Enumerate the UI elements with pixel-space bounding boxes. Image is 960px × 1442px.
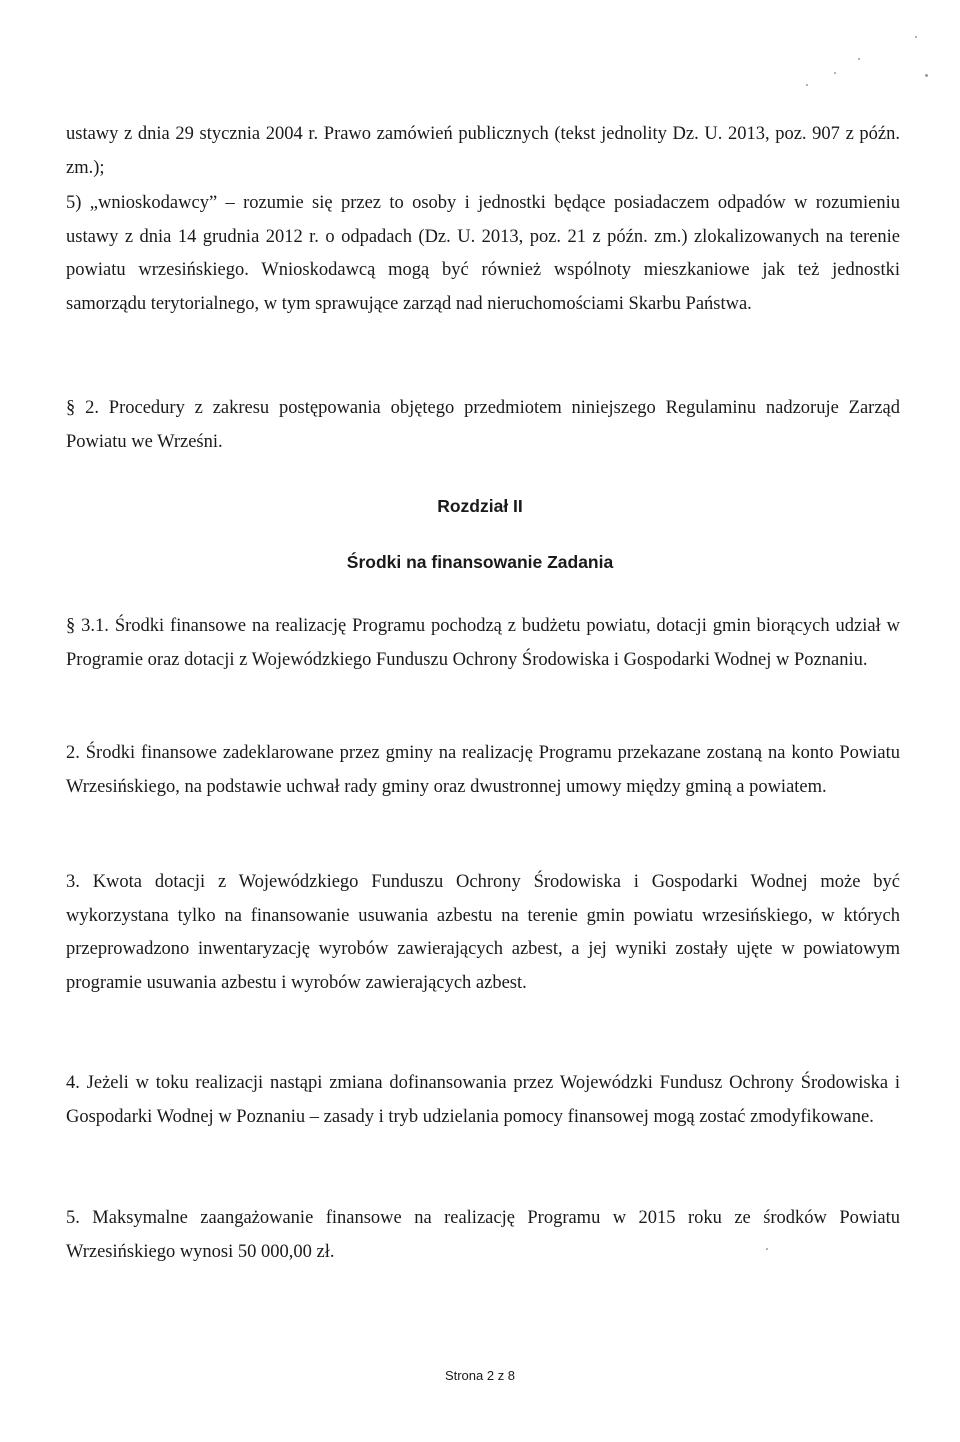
paragraph-section-2: § 2. Procedury z zakresu postępowania objętego przedmiotem niniejszego Regulaminu nadzoruje Zarząd Powiatu we Wrześni. <box>66 398 900 452</box>
paragraph-section-3-3: 3. Kwota dotacji z Wojewódzkiego Funduszu Ochrony Środowiska i Gospodarki Wodnej może być wykorzystana tylko na finansowanie usuwania azbestu na terenie gmin powiatu wrzesińskiego, w których przeprowadzono inwentaryzację wyrobów zawierających azbest, a jej wyniki zostały ujęte w powiatowym programie usuwania azbestu i wyrobów zawierających azbest. <box>66 872 900 993</box>
scan-speck <box>925 74 928 77</box>
paragraph-section-3-4: 4. Jeżeli w toku realizacji nastąpi zmiana dofinansowania przez Wojewódzki Fundusz Ochrony Środowiska i Gospodarki Wodnej w Poznaniu – zasady i tryb udzielania pomocy finansowej mogą zostać zmodyfikowane. <box>66 1073 900 1127</box>
scan-speck <box>858 58 860 60</box>
paragraph-section-3-1: § 3.1. Środki finansowe na realizację Programu pochodzą z budżetu powiatu, dotacji gmin biorących udział w Programie oraz dotacji z Wojewódzkiego Funduszu Ochrony Środowiska i Gospodarki Wodnej w Poznaniu. <box>66 616 900 670</box>
paragraph-section-3-2: 2. Środki finansowe zadeklarowane przez gminy na realizację Programu przekazane zostaną na konto Powiatu Wrzesińskiego, na podstawie uchwał rady gminy oraz dwustronnej umowy między gminą a powiatem. <box>66 743 900 797</box>
paragraph-definition-applicants: 5) „wnioskodawcy” – rozumie się przez to osoby i jednostki będące posiadaczem odpadów w rozumieniu ustawy z dnia 14 grudnia 2012 r. o odpadach (Dz. U. 2013, poz. 21 z późn. zm.) zlokalizowanych na terenie powiatu wrzesińskiego. Wnioskodawcą mogą być również wspólnoty mieszkaniowe jak też jednostki samorządu terytorialnego, w tym sprawujące zarząd nad nieruchomościami Skarbu Państwa. <box>66 193 900 314</box>
scan-speck <box>766 1248 768 1250</box>
scan-speck <box>834 72 836 74</box>
page-number-footer: Strona 2 z 8 <box>444 1368 516 1383</box>
paragraph-law-reference: ustawy z dnia 29 stycznia 2004 r. Prawo zamówień publicznych (tekst jednolity Dz. U. 2013, poz. 907 z późn. zm.); <box>66 124 900 178</box>
scan-speck <box>915 36 917 38</box>
chapter-title: Rozdział II <box>437 496 523 516</box>
scan-speck <box>806 84 808 86</box>
chapter-subtitle: Środki na finansowanie Zadania <box>346 552 614 572</box>
paragraph-section-3-5: 5. Maksymalne zaangażowanie finansowe na realizację Programu w 2015 roku ze środków Powiatu Wrzesińskiego wynosi 50 000,00 zł. <box>66 1208 900 1262</box>
